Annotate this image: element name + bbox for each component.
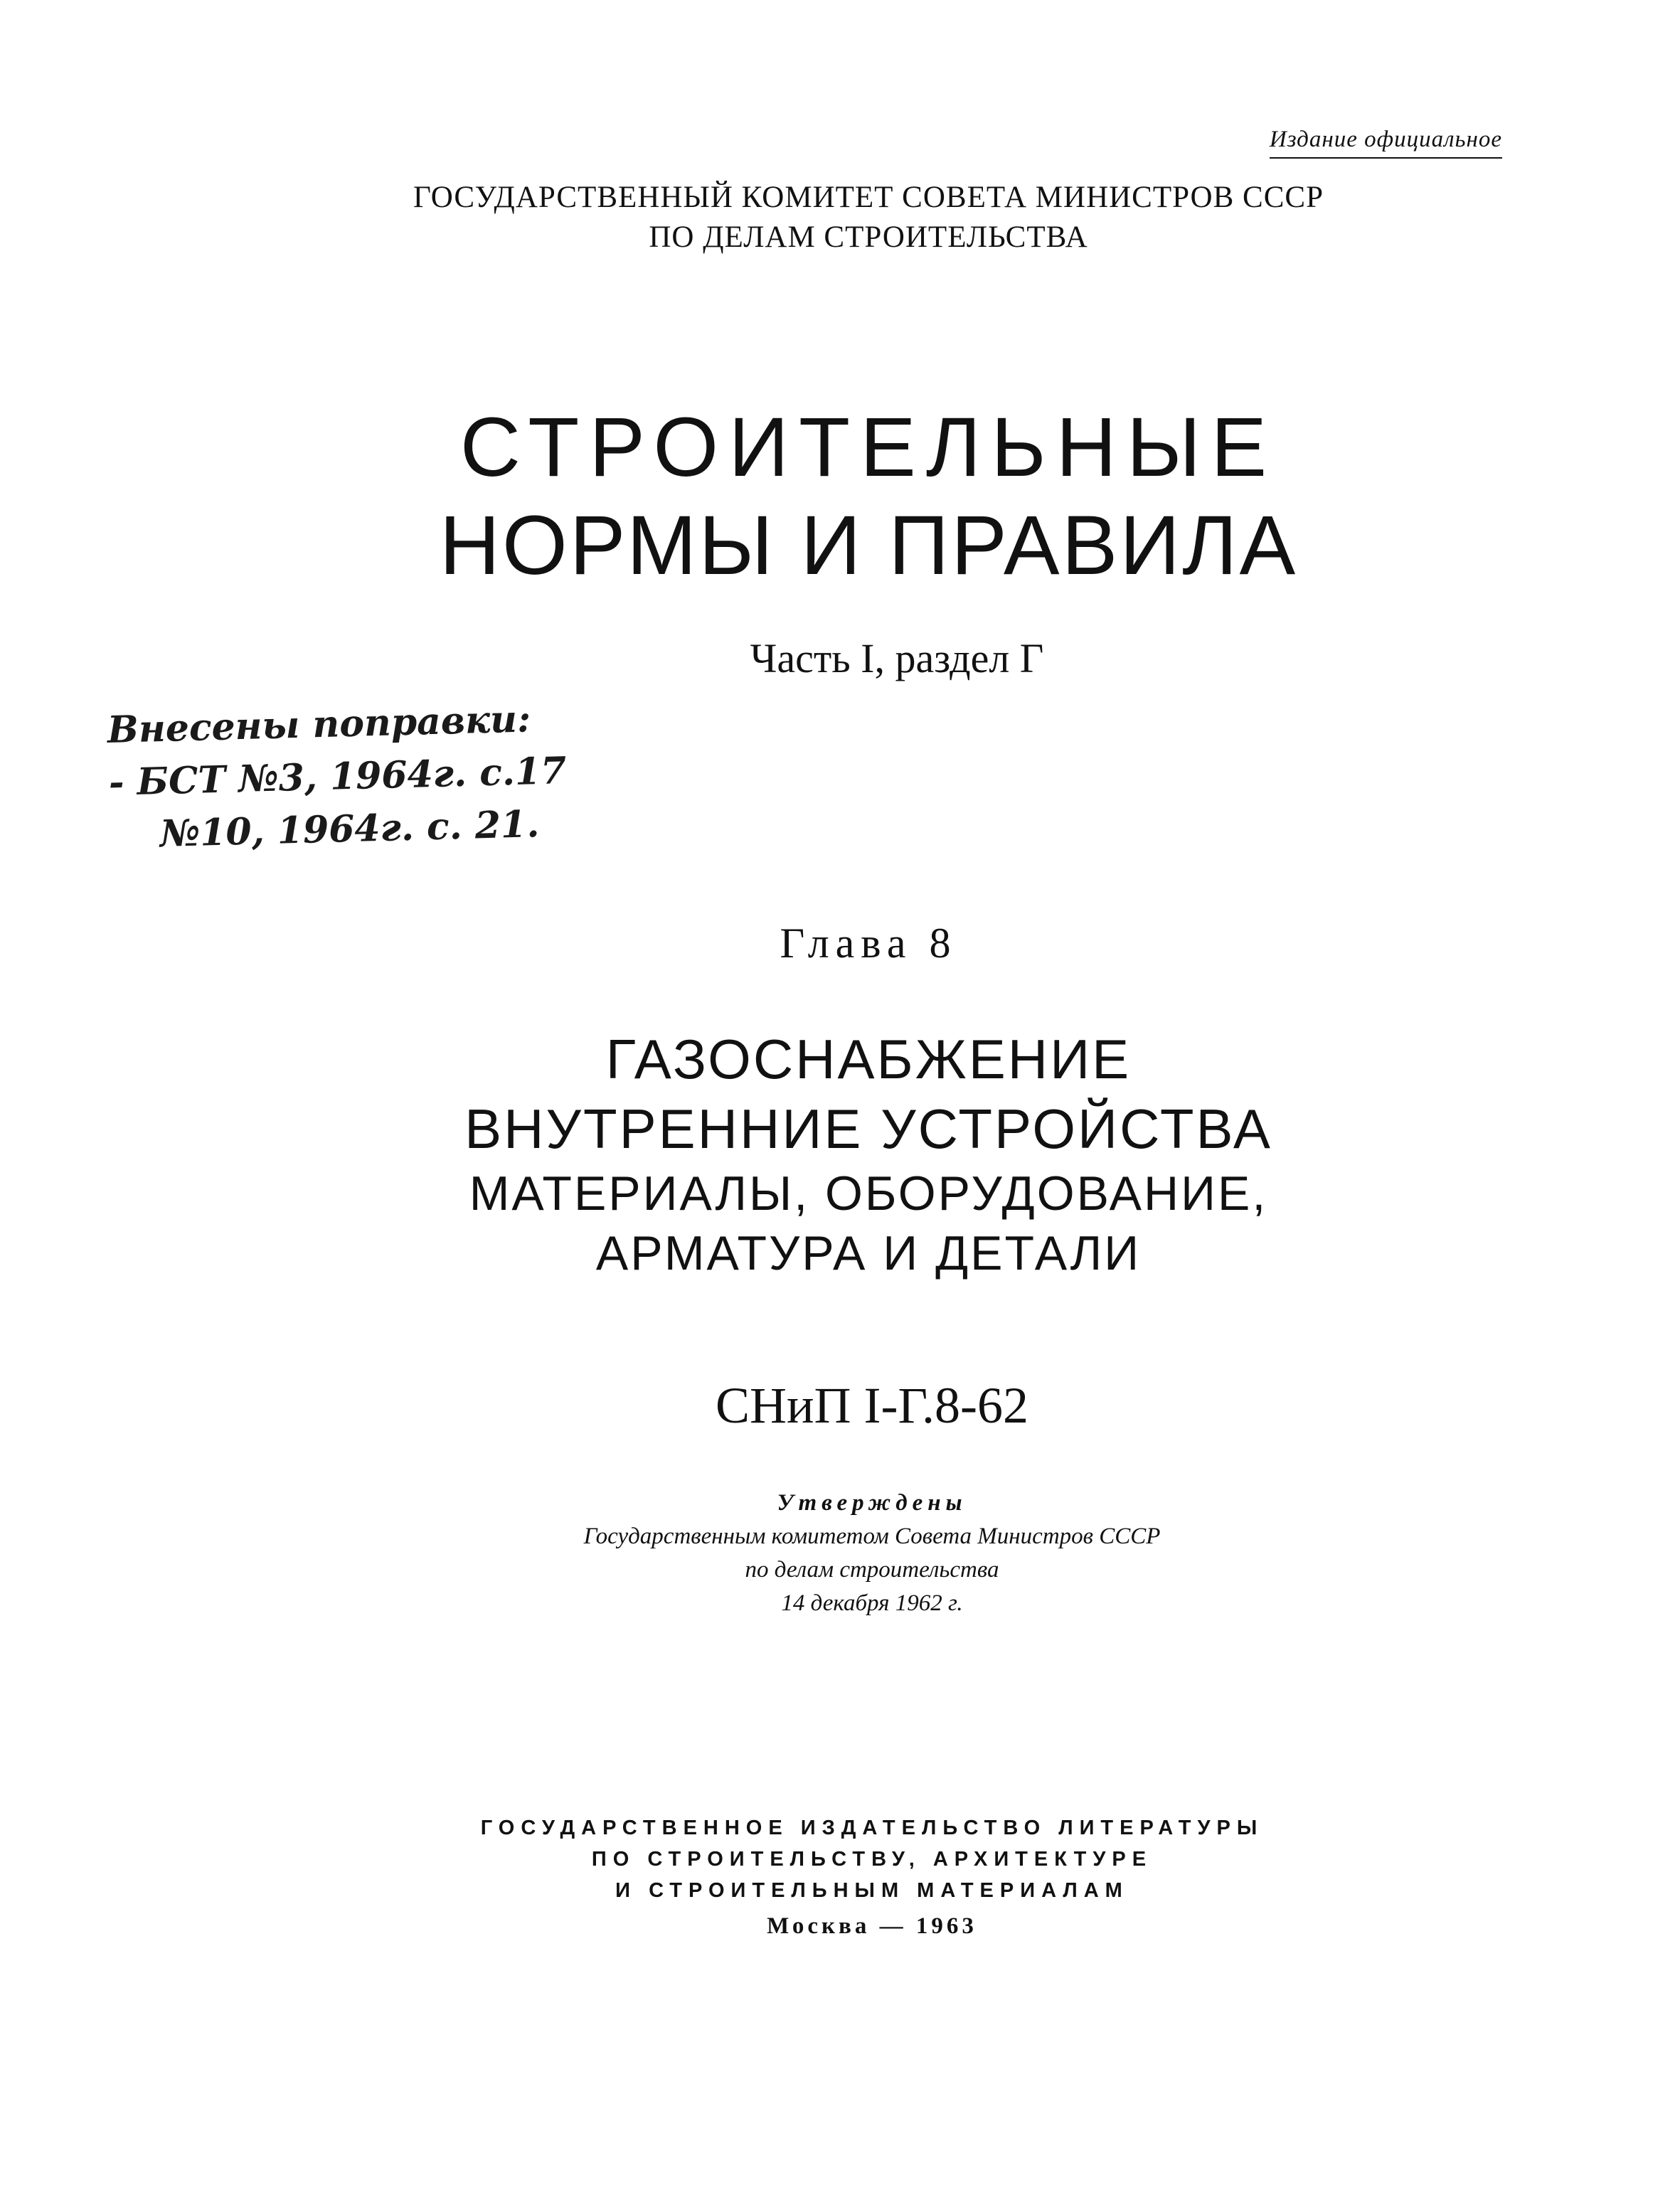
approval-block [0,1487,1680,1620]
approval-line-3: 14 декабря 1962 г. [781,1590,963,1616]
chapter-heading: Глава 8 [780,920,957,967]
title-line-1: СТРОИТЕЛЬНЫЕ [459,400,1277,494]
document-title [0,398,1680,595]
edition-note: Издание официальное [1270,127,1502,159]
publisher-line-2: ПО СТРОИТЕЛЬСТВУ, АРХИТЕКТУРЕ [591,1848,1153,1871]
publisher-line-3: И СТРОИТЕЛЬНЫМ МАТЕРИАЛАМ [615,1879,1129,1902]
title-line-2: НОРМЫ И ПРАВИЛА [439,499,1298,592]
publisher-line-1: ГОСУДАРСТВЕННОЕ ИЗДАТЕЛЬСТВО ЛИТЕРАТУРЫ [480,1817,1264,1839]
committee-header [0,178,1680,257]
subject-line-1: ГАЗОСНАБЖЕНИЕ [605,1028,1132,1090]
subject-line-4: АРМАТУРА И ДЕТАЛИ [595,1226,1142,1280]
note-line-1: Внесены поправки: [107,697,531,752]
subject-line-2: ВНУТРЕННИЕ УСТРОЙСТВА [464,1097,1272,1160]
note-line-2: - БСТ №3, 1964г. с.17 [108,749,568,804]
approval-heading: Утверждены [777,1490,967,1516]
chapter-subject [0,1024,1680,1283]
approval-line-1: Государственным комитетом Совета Министров СССР [583,1524,1161,1549]
note-line-3: №10, 1964г. с. 21. [159,802,541,856]
handwritten-correction-note [107,692,568,862]
committee-line-2: ПО ДЕЛАМ СТРОИТЕЛЬСТВА [649,220,1088,254]
part-section: Часть I, раздел Г [750,635,1044,681]
committee-line-1: ГОСУДАРСТВЕННЫЙ КОМИТЕТ СОВЕТА МИНИСТРОВ СССР [413,181,1324,214]
subject-line-3: МАТЕРИАЛЫ, ОБОРУДОВАНИЕ, [469,1166,1268,1221]
document-code: СНиП I-Г.8-62 [716,1377,1028,1434]
publisher-city-year: Москва — 1963 [767,1913,977,1939]
approval-line-2: по делам строительства [745,1557,999,1583]
publisher-block [0,1812,1680,1942]
